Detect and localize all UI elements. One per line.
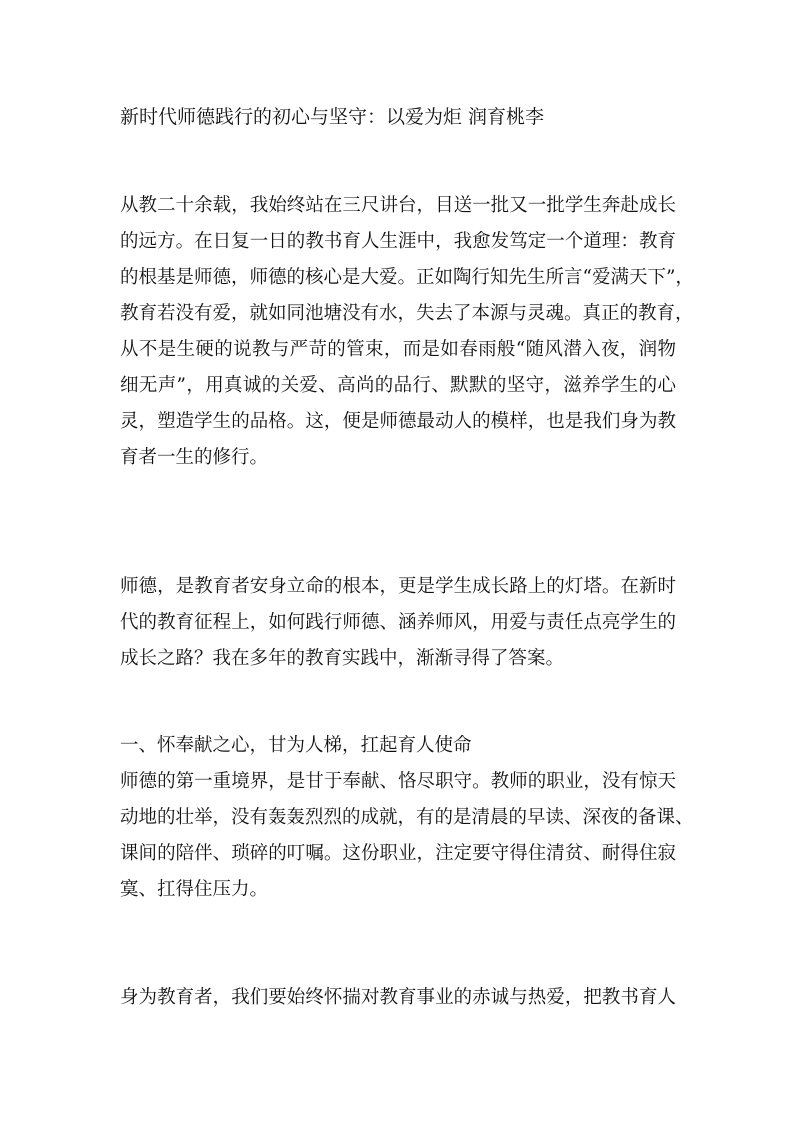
paragraph-line: 细无声”，用真诚的关爱、高尚的品行、默默的坚守，滋养学生的心: [120, 375, 676, 396]
document-title: 新时代师德践行的初心与坚守：以爱为炬 润育桃李: [120, 106, 545, 128]
paragraph-line: 成长之路？我在多年的教育实践中，渐渐寻得了答案。: [120, 648, 565, 669]
paragraph-line: 代的教育征程上，如何践行师德、涵养师风，用爱与责任点亮学生的: [120, 612, 676, 633]
paragraph-line: 寞、扛得住压力。: [120, 879, 269, 900]
paragraph-line: 师德的第一重境界，是甘于奉献、恪尽职守。教师的职业，没有惊天: [120, 771, 676, 792]
paragraph-line: 教育若没有爱，就如同池塘没有水，失去了本源与灵魂。真正的教育，: [120, 303, 694, 324]
paragraph-line: 育者一生的修行。: [120, 447, 269, 468]
paragraph-line: 课间的陪伴、琐碎的叮嘱。这份职业，注定要守得住清贫、耐得住寂: [120, 843, 676, 864]
paragraph-line: 从不是生硬的说教与严苛的管束，而是如春雨般“随风潜入夜，润物: [120, 339, 676, 360]
paragraph-line: 师德，是教育者安身立命的根本，更是学生成长路上的灯塔。在新时: [120, 576, 676, 597]
paragraph-line: 身为教育者，我们要始终怀揣对教育事业的赤诚与热爱，把教书育人: [120, 987, 676, 1008]
paragraph-ethics: [120, 569, 676, 677]
paragraph-dedication: [120, 764, 694, 908]
paragraph-line: 灵，塑造学生的品格。这，便是师德最动人的模样，也是我们身为教: [120, 411, 676, 432]
paragraph-line: 从教二十余载，我始终站在三尺讲台，目送一批又一批学生奔赴成长: [120, 195, 676, 216]
paragraph-line: 动地的壮举，没有轰轰烈烈的成就，有的是清晨的早读、深夜的备课、: [120, 807, 694, 828]
paragraph-line: 的根基是师德，师德的核心是大爱。正如陶行知先生所言“爱满天下”，: [120, 267, 694, 288]
paragraph-intro: [120, 188, 694, 476]
section-heading: [120, 728, 676, 764]
section-heading-text: 一、怀奉献之心，甘为人梯，扛起育人使命: [120, 735, 472, 756]
paragraph-line: 的远方。在日复一日的教书育人生涯中，我愈发笃定一个道理：教育: [120, 231, 676, 252]
paragraph-educator: [120, 980, 676, 1016]
